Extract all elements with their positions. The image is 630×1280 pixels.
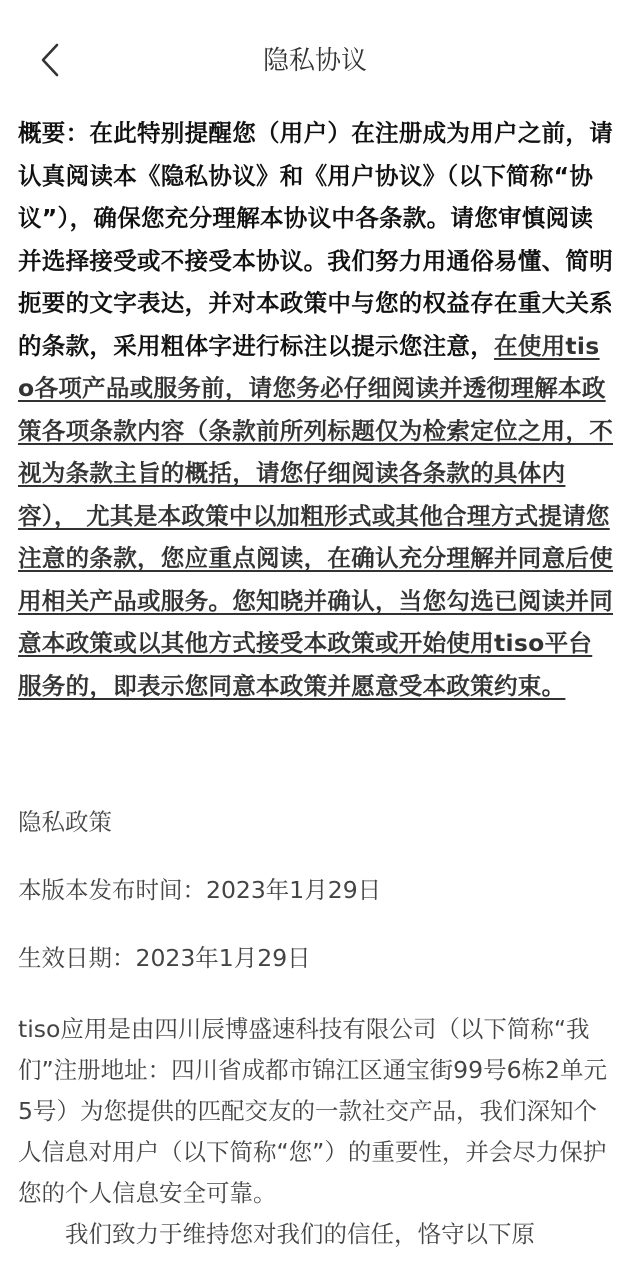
top-bar — [0, 0, 630, 122]
agreement-content[interactable] — [18, 112, 614, 1255]
policy-body — [18, 805, 614, 1255]
release-date: 本版本发布时间：2023年1月29日 — [18, 876, 382, 904]
page-title: 隐私协议 — [262, 46, 367, 76]
summary-underlined-text: 在使用tiso各项产品或服务前，请您务必仔细阅读并透彻理解本政策各项条款内容（条款前所列标题仅为检索定位之用，不视为条款主旨的概括，请您仔细阅读各条款的具体内容）， 尤其是本政策中以加粗形式或其他合理方式提请您注意的条款，您应重点阅读，在确认充分理解并同意后使用相关产品或服务。您知晓并确认，当您勾选已阅读并同意本政策或以其他方式接受本政策或开始使用tiso平台服务的，即表示您同意本政策并愿意受本政策约束。 — [18, 331, 613, 700]
summary-lead-text: 概要：在此特别提醒您（用户）在注册成为用户之前，请认真阅读本《隐私协议》和《用户协议》（以下简称“协议”），确保您充分理解本协议中各条款。请您审慎阅读并选择接受或不接受本协议。我们努力用通俗易懂、简明扼要的文字表达，并对本政策中与您的权益存在重大关系的条款，采用粗体字进行标注以提示您注意， — [18, 119, 613, 360]
policy-title: 隐私政策 — [18, 808, 112, 836]
summary-paragraph — [18, 112, 614, 707]
effective-date: 生效日期：2023年1月29日 — [18, 944, 311, 972]
commitment-paragraph: 我们致力于维持您对我们的信任，恪守以下原 — [65, 1220, 535, 1248]
intro-paragraph: tiso应用是由四川辰博盛速科技有限公司（以下简称“我们”注册地址：四川省成都市锦江区通宝街99号6栋2单元5号）为您提供的匹配交友的一款社交产品，我们深知个人信息对用户（以下简称“您”）的重要性，并会尽力保护您的个人信息安全可靠。 — [18, 1015, 607, 1207]
